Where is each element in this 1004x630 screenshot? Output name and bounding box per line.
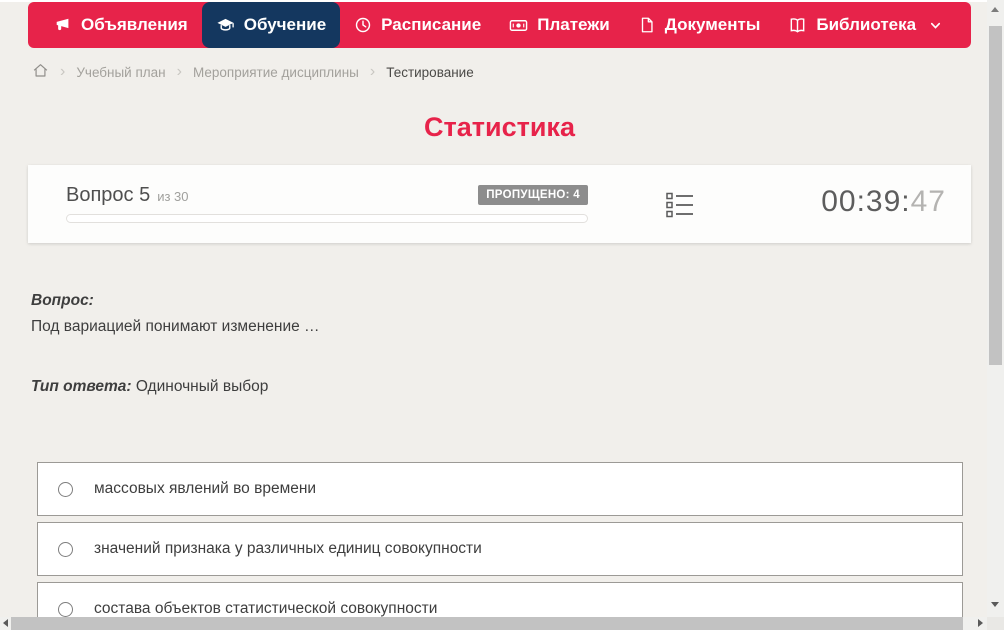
vertical-scrollbar-thumb[interactable] (989, 26, 1002, 365)
quiz-status-card (28, 165, 971, 243)
breadcrumb-separator: › (60, 63, 66, 80)
document-icon (638, 16, 656, 34)
nav-item-announcements[interactable] (40, 2, 202, 48)
scrollbar-corner (987, 617, 1004, 630)
banknote-icon (509, 16, 528, 35)
question-total: из 30 (157, 188, 189, 204)
answer-option-label: значений признака у различных единиц совокупности (94, 540, 482, 557)
question-list-button[interactable] (665, 190, 695, 220)
breadcrumb-separator: › (369, 63, 376, 80)
nav-label: Платежи (537, 15, 610, 34)
nav-label: Обучение (243, 15, 327, 34)
timer (821, 184, 946, 220)
page-title: Статистика (424, 112, 575, 142)
breadcrumb-curriculum[interactable]: Учебный план (76, 64, 166, 80)
nav-label: Документы (664, 15, 761, 34)
graduation-cap-icon (216, 16, 235, 35)
scroll-left-arrow-icon[interactable] (3, 619, 8, 627)
question-number: Вопрос 5 (66, 183, 151, 206)
radio-button-icon[interactable] (58, 602, 73, 617)
scroll-right-arrow-icon[interactable] (978, 619, 983, 627)
answer-type-line (31, 378, 268, 396)
open-book-icon (788, 16, 807, 35)
skipped-badge: ПРОПУЩЕНО: 4 (478, 185, 588, 205)
progress-bar (66, 214, 588, 223)
nav-label: Объявления (81, 15, 188, 34)
timer-seconds: 47 (910, 185, 946, 218)
question-text: Под вариацией понимают изменение … (31, 318, 320, 335)
answer-option-label: массовых явлений во времени (94, 480, 317, 497)
nav-item-documents[interactable] (624, 2, 775, 48)
scroll-up-arrow-icon[interactable] (991, 7, 999, 12)
radio-button-icon[interactable] (58, 542, 73, 557)
timer-main: 00:39: (821, 185, 911, 218)
answer-type-label: Тип ответа: (31, 378, 132, 395)
nav-item-learning[interactable] (202, 2, 340, 48)
answer-option-2[interactable] (37, 522, 963, 576)
breadcrumb-discipline-event[interactable]: Мероприятие дисциплины (192, 64, 359, 80)
nav-label: Расписание (381, 15, 482, 34)
answer-type-value: Одиночный выбор (135, 378, 269, 395)
megaphone-icon (54, 16, 72, 34)
answer-option-1[interactable] (37, 462, 963, 516)
breadcrumb-testing: Тестирование (386, 64, 474, 80)
vertical-scrollbar[interactable] (987, 0, 1004, 617)
question-label: Вопрос: (31, 292, 94, 309)
nav-item-payments[interactable] (495, 2, 624, 48)
nav-label: Библиотека (816, 15, 917, 34)
main-nav (28, 2, 971, 48)
home-icon[interactable] (32, 62, 49, 82)
radio-button-icon[interactable] (58, 482, 73, 497)
nav-item-schedule[interactable] (340, 2, 495, 48)
clock-icon (354, 16, 372, 34)
horizontal-scrollbar[interactable] (0, 617, 987, 630)
scroll-down-arrow-icon[interactable] (991, 602, 999, 607)
horizontal-scrollbar-thumb[interactable] (11, 617, 963, 630)
chevron-down-icon (929, 19, 942, 32)
breadcrumb (32, 61, 474, 83)
nav-item-library[interactable] (774, 2, 956, 48)
question-progress-block (66, 183, 588, 223)
checklist-icon (665, 207, 695, 224)
breadcrumb-separator: › (176, 63, 182, 80)
answer-option-label: состава объектов статистической совокупности (94, 600, 438, 617)
